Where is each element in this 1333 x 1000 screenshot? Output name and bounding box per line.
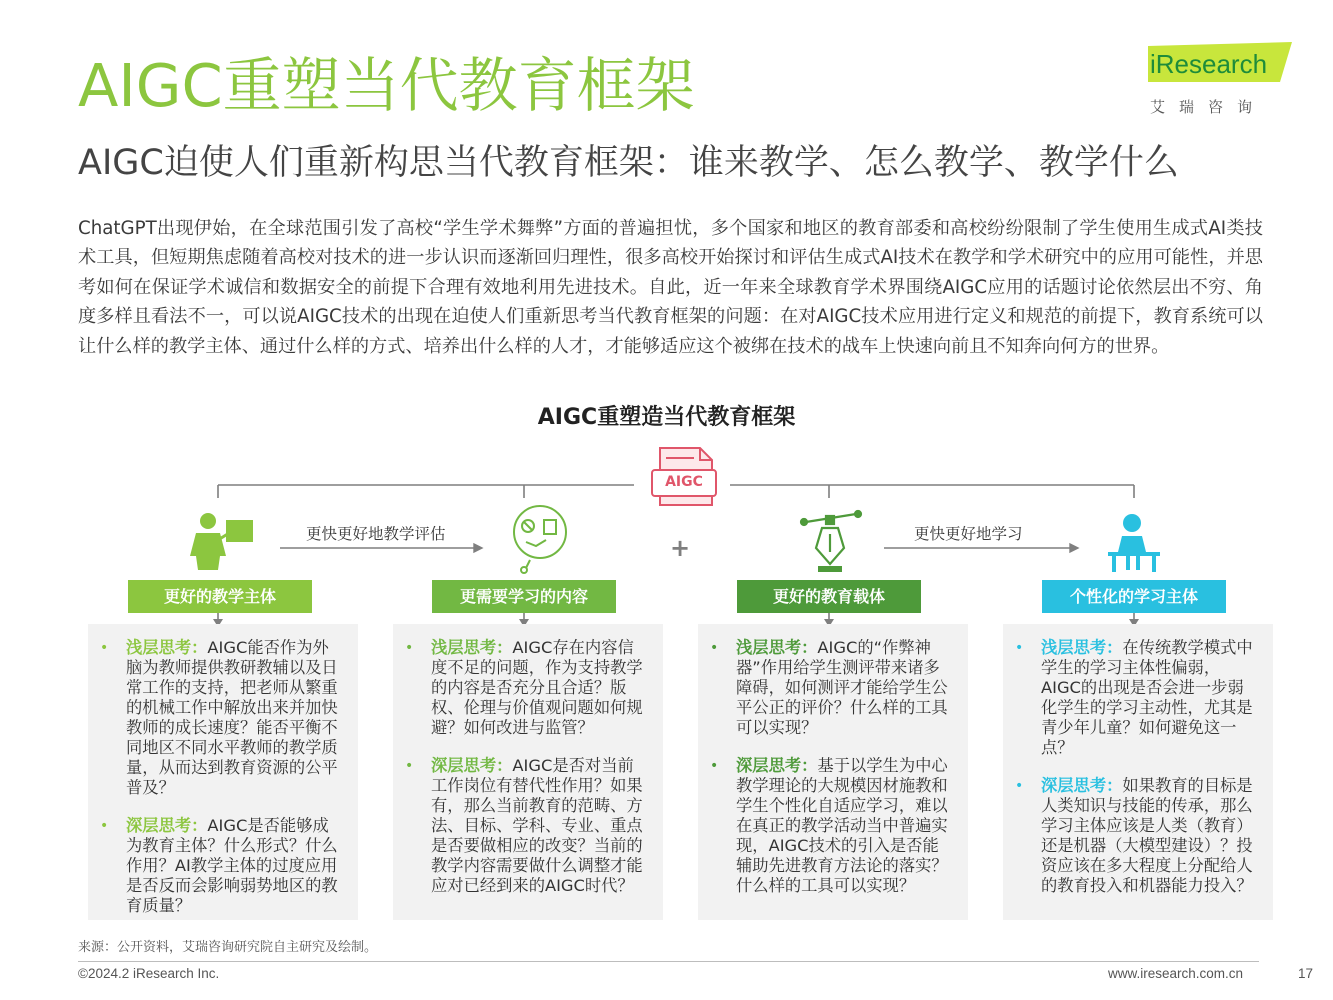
teacher-icon (190, 513, 253, 570)
intro-paragraph: ChatGPT出现伊始，在全球范围引发了高校“学生学术舞弊”方面的普遍担忧，多个国家和地区的教育部委和高校纷纷限制了学生使用生成式AI类技术工具，但短期焦虑随着高校对技术的进一步认识而逐渐回归理性，很多高校开始探讨和评估生成式AI技术在教学和学术研究中的应用可能性，并思考如何在保证学术诚信和数据安全的前提下合理有效地利用先进技术。自此，近一年来全球教育学术界围绕AIGC应用的话题讨论依然层出不穷、角度多样且看法不一，可以说AIGC技术的出现在迫使人们重新思考当代教育框架的问题：在对AIGC技术应用进行定义和规范的前提下，教育系统可以让什么样的教学主体、通过什么样的方式、培养出什么样的人才，才能够适应这个被绑在技术的战车上快速向前且不知奔向何方的世界。 (78, 218, 1263, 357)
logo-brand-text: iResearch (1150, 49, 1268, 79)
list-item (698, 756, 968, 896)
card-education-carrier (698, 624, 968, 920)
column-label-teaching-subject: 更好的教学主体 (128, 580, 312, 613)
list-item (698, 638, 968, 738)
item-text: AIGC能否作为外脑为教师提供教研教辅以及日常工作的支持，把老师从繁重的机械工作中解放出来并加快教师的成长速度？能否平衡不同地区不同水平教师的教学质量，从而达到教育资源的公平普及？ (126, 638, 338, 797)
pen-tool-icon (801, 511, 861, 572)
item-text: AIGC是否对当前工作岗位有替代性作用？如果有，那么当前教育的范畴、方法、目标、学科、专业、重点是否要做相应的改变？当前的教学内容需要做什么调整才能应对已经到来的AIGC时代？ (431, 756, 643, 895)
bullet-icon: • (100, 818, 109, 834)
item-text: 基于以学生为中心教学理论的大规模因材施教和学生个性化自适应学习，难以在真正的教学活动当中普遍实现，AIGC技术的引入是否能辅助先进教育方法论的落实？什么样的工具可以实现？ (736, 756, 948, 895)
column-label-learning-subject: 个性化的学习主体 (1042, 580, 1226, 613)
knowledge-icon (514, 506, 566, 573)
item-text: 如果教育的目标是人类知识与技能的传承，那么学习主体应该是人类（教育）还是机器（大模型建设）？投资应该在多大程度上分配给人的教育投入和机器能力投入？ (1041, 776, 1253, 895)
page-number: 17 (1298, 966, 1314, 981)
page-subtitle: AIGC迫使人们重新构思当代教育框架：谁来教学、怎么教学、教学什么 (78, 143, 1179, 183)
card-teaching-subject (88, 624, 358, 920)
copyright-text: ©2024.2 iResearch Inc. (78, 966, 220, 981)
item-tag: 深层思考： (736, 756, 818, 775)
item-tag: 深层思考： (1041, 776, 1123, 795)
arrow-label-learning: 更快更好地学习 (914, 525, 1023, 543)
list-item (393, 756, 663, 896)
bullet-icon: • (100, 640, 109, 656)
framework-title: AIGC重塑造当代教育框架 (537, 405, 796, 430)
list-item (88, 638, 358, 798)
footer-divider (78, 961, 1259, 962)
arrow-label-teaching: 更快更好地教学评估 (306, 525, 446, 543)
website-link[interactable]: www.iresearch.com.cn (1108, 966, 1244, 981)
item-text: AIGC是否能够成为教育主体？什么形式？什么作用？AI教学主体的过度应用是否反而会影响弱势地区的教育质量？ (126, 816, 338, 915)
column-label-learning-content: 更需要学习的内容 (432, 580, 616, 613)
item-tag: 浅层思考： (1041, 638, 1123, 657)
logo-subtext: 艾瑞咨询 (1150, 98, 1267, 116)
source-note: 来源：公开资料，艾瑞咨询研究院自主研究及绘制。 (78, 940, 378, 955)
bullet-icon: • (1015, 778, 1024, 794)
list-item (1003, 638, 1273, 758)
item-tag: 浅层思考： (431, 638, 513, 657)
bullet-icon: • (710, 758, 719, 774)
plus-sign: + (670, 534, 691, 562)
list-item (393, 638, 663, 738)
item-tag: 深层思考： (431, 756, 513, 775)
card-learning-content (393, 624, 663, 920)
bullet-icon: • (405, 640, 414, 656)
page-title: AIGC重塑当代教育框架 (78, 51, 695, 120)
bullet-icon: • (405, 758, 414, 774)
list-item (88, 816, 358, 916)
item-tag: 浅层思考： (126, 638, 208, 657)
list-item (1003, 776, 1273, 896)
card-learning-subject (1003, 624, 1273, 920)
item-text: AIGC存在内容信度不足的问题，作为支持教学的内容是否充分且合适？版权、伦理与价值观问题如何规避？如何改进与监管？ (431, 638, 643, 737)
bullet-icon: • (710, 640, 719, 656)
column-label-education-carrier: 更好的教育载体 (737, 580, 921, 613)
student-icon (1108, 514, 1160, 572)
item-tag: 深层思考： (126, 816, 208, 835)
bullet-icon: • (1015, 640, 1024, 656)
item-text: AIGC的“作弊神器”作用给学生测评带来诸多障碍，如何测评才能给学生公平公正的评价？什么样的工具可以实现？ (736, 638, 948, 737)
item-tag: 浅层思考： (736, 638, 818, 657)
aigc-center-label: AIGC (665, 474, 703, 490)
item-text: 在传统教学模式中学生的学习主体性偏弱，AIGC的出现是否会进一步弱化学生的学习主动性，尤其是青少年儿童？如何避免这一点？ (1041, 638, 1253, 757)
